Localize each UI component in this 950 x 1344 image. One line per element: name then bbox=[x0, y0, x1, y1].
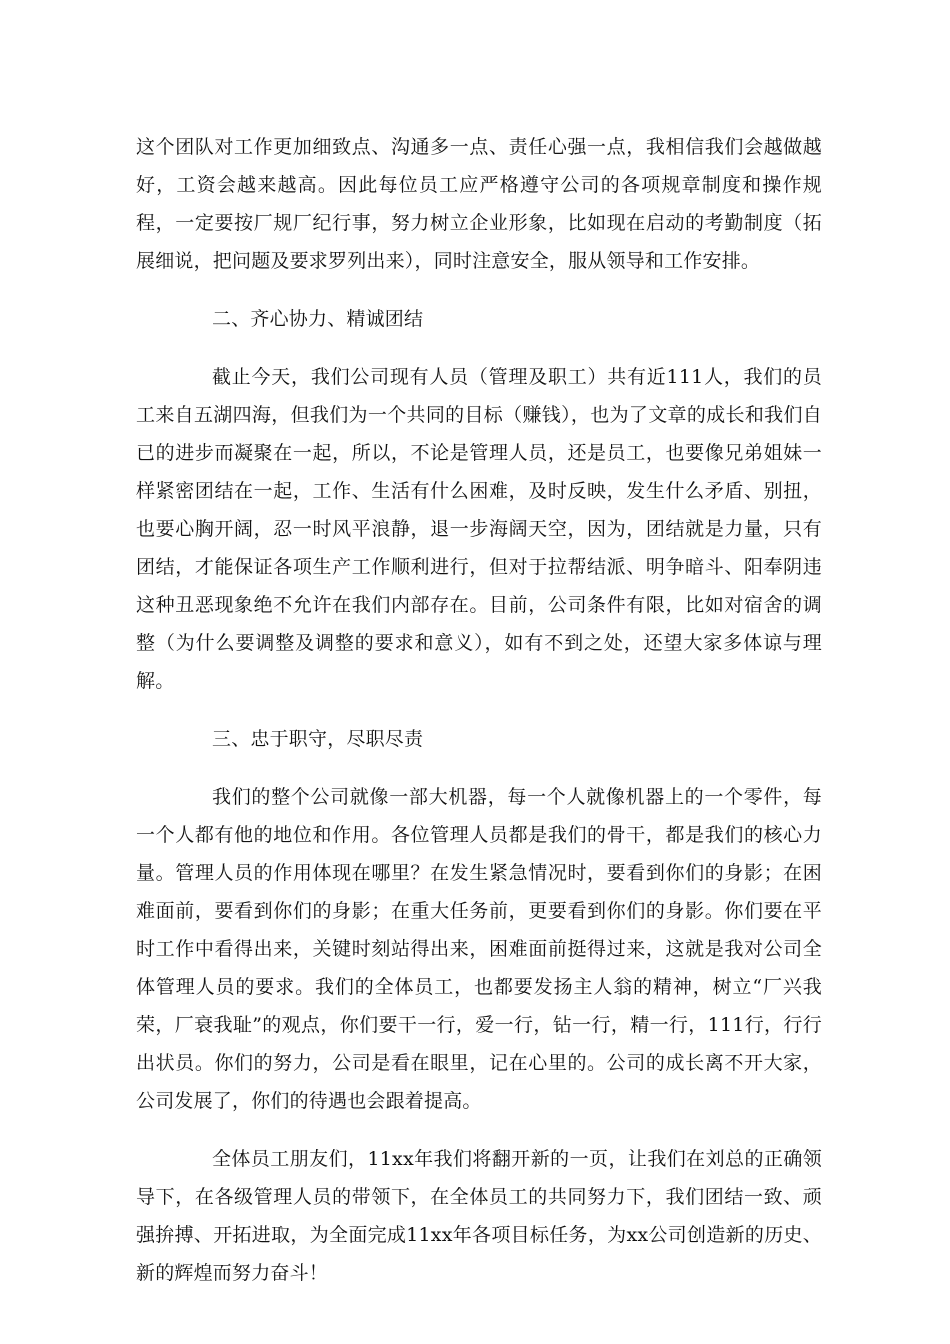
paragraph-continued-intro: 这个团队对工作更加细致点、沟通多一点、责任心强一点，我相信我们会越做越好，工资会越来越高。因此每位员工应严格遵守公司的各项规章制度和操作规程，一定要按厂规厂纪行事，努力树立企业形象，比如现在启动的考勤制度（拓展细说，把问题及要求罗列出来），同时注意安全，服从领导和工作安排。 bbox=[136, 136, 822, 272]
paragraph-duty: 我们的整个公司就像一部大机器，每一个人就像机器上的一个零件，每一个人都有他的地位和作用。各位管理人员都是我们的骨干，都是我们的核心力量。管理人员的作用体现在哪里？在发生紧急情况时，要看到你们的身影；在困难面前，要看到你们的身影；在重大任务前，更要看到你们的身影。你们要在平时工作中看得出来，关键时刻站得出来，困难面前挺得过来，这就是我对公司全体管理人员的要求。我们的全体员工，也都要发扬主人翁的精神，树立“厂兴我荣，厂衰我耻”的观点，你们要干一行，爱一行，钻一行，精一行，111行，行行出状员。你们的努力，公司是看在眼里，记在心里的。公司的成长离不开大家，公司发展了，你们的待遇也会跟着提高。 bbox=[136, 786, 822, 1112]
section-heading-two: 二、齐心协力、精诚团结 bbox=[212, 308, 424, 330]
paragraph-closing: 全体员工朋友们，11xx年我们将翻开新的一页，让我们在刘总的正确领导下，在各级管理人员的带领下，在全体员工的共同努力下，我们团结一致、顽强拚搏、开拓进取，为全面完成11xx年各项目标任务，为xx公司创造新的历史、新的辉煌而努力奋斗！ bbox=[136, 1148, 822, 1284]
paragraph-unity: 截止今天，我们公司现有人员（管理及职工）共有近111人，我们的员工来自五湖四海，但我们为一个共同的目标（赚钱），也为了文章的成长和我们自已的进步而凝聚在一起，所以，不论是管理人员，还是员工，也要像兄弟姐妹一样紧密团结在一起，工作、生活有什么困难，及时反映，发生什么矛盾、别扭，也要心胸开阔，忍一时风平浪静，退一步海阔天空，因为，团结就是力量，只有团结，才能保证各项生产工作顺利进行，但对于拉帮结派、明争暗斗、阳奉阴违这种丑恶现象绝不允许在我们内部存在。目前，公司条件有限，比如对宿舍的调整（为什么要调整及调整的要求和意义），如有不到之处，还望大家多体谅与理解。 bbox=[136, 366, 822, 692]
section-heading-three: 三、忠于职守，尽职尽责 bbox=[212, 728, 424, 750]
document-body bbox=[136, 128, 822, 1312]
